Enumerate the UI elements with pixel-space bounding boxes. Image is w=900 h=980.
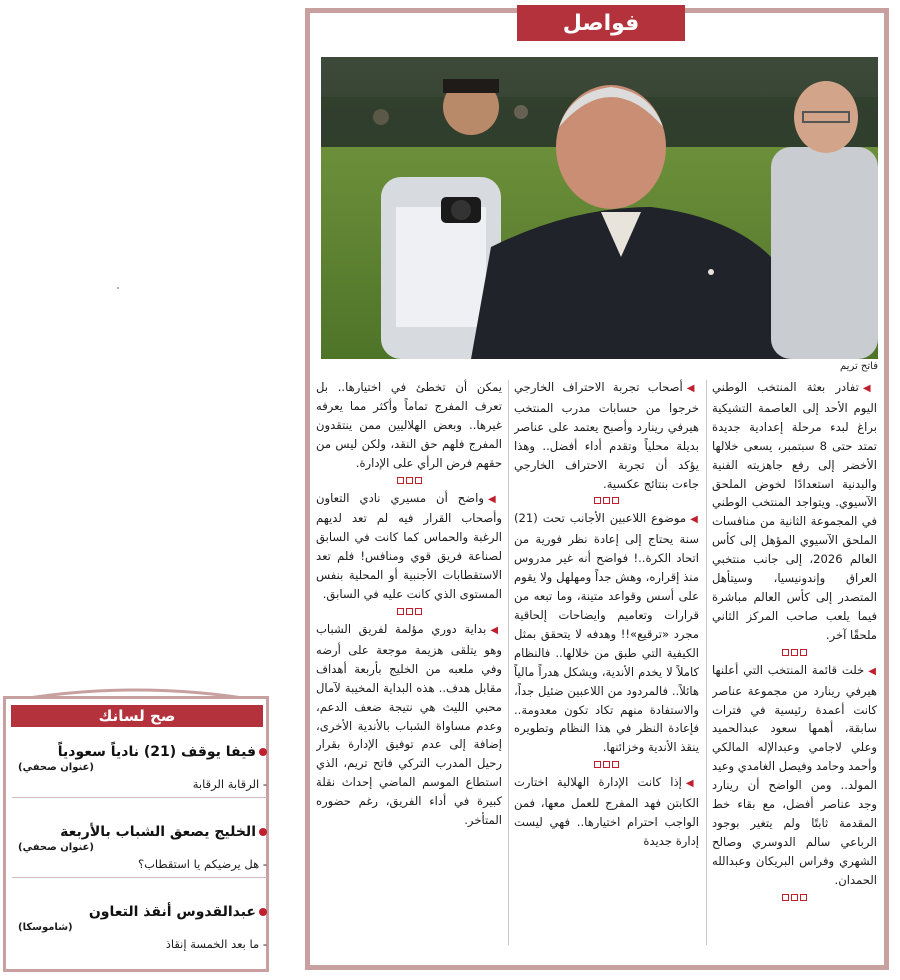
bullet-dot-icon [259,748,267,756]
sidebar-source: (عنوان صحفي) [18,762,94,773]
paragraph: ◀تفادر بعثة المنتخب الوطني اليوم الأحد إلى العاصمة التشيكية براغ لبدء مرحلة إعدادية جديدة تمتد حتى 8 سبتمبر، يسعى خلالها الأخضر إلى رفع جاهزيته الفنية والبدنية استعدادًا لخوض الملحق الآسيوي. ويتواجد المنتخب الوطني في المجموعة الثانية من منافسات الملحق الآسيوي المؤهل إلى كأس العالم 2026، إلى جانب منتخبي العراق وإندونيسيا، وسيتأهل المتصدر إلى كأس العالم مباشرة فيما يلعب صاحب المركز الثاني ملحقًا آخر. [712,380,877,642]
photo-caption: فاتح تريم [840,361,878,372]
column-divider [706,380,707,945]
sidebar-reply: - ما بعد الخمسة إنقاذ [165,937,267,951]
sidebar-title: صح لسانك [11,705,263,727]
triangle-icon: ◀ [686,383,699,394]
sidebar-reply: - الرقابة الرقابة [192,777,267,791]
triangle-icon: ◀ [868,665,877,677]
squares-separator-icon [712,649,877,656]
squares-separator-icon [514,497,699,504]
paragraph: ◀أصحاب تجربة الاحتراف الخارجي خرجوا من حسابات مدرب المنتخب هيرفي رينارد وأصبح يعتمد على عناصر بديلة محلياً وتقدم أداء أفضل.. وهذا يؤكد أن تجربة الاحتراف الخارجي جاءت بنتائج عكسية. [514,380,699,491]
article-column-3 [316,378,502,958]
column-divider [508,380,509,945]
photo-illustration [321,57,878,359]
sidebar-headline: الخليج يصعق الشباب بالأربعة [12,824,267,840]
squares-separator-icon [316,477,502,484]
triangle-icon: ◀ [487,493,502,505]
sidebar-headline: فيفا يوقف (21) نادياً سعودياً [12,744,267,760]
print-speck [117,287,119,289]
triangle-icon: ◀ [862,383,877,394]
section-title: فواصل [517,5,685,41]
sidebar-item [12,824,267,878]
triangle-icon: ◀ [690,514,699,526]
squares-separator-icon [514,761,699,768]
sidebar-source: (عنوان صحفي) [18,842,94,853]
sidebar-item [12,744,267,798]
paragraph: يمكن أن تخطئ في اختيارها.. بل تعرف المفرج تماماً وأكثر مما يعرفه غيرها.. وبعض الهلاليين ممن ينتقدون المفرج فلهم حق النقد، ولكن ليس من حقهم فرض الرأي على الإدارة. [316,380,502,470]
paragraph: ◀واضح أن مسيري نادي التعاون وأصحاب القرار فيه لم تعد لديهم الرغبة والحماس كما كانت في السابق لصناعة فريق قوي ومنافس! فلم تعد الاستقطابات الأجنبية أو المحلية بنفس المستوى الذي كانت عليه في السابق. [316,490,502,602]
article-column-1 [712,378,877,958]
triangle-icon: ◀ [685,778,699,790]
article-photo [321,57,878,359]
sidebar-item [12,904,267,951]
sidebar-headline: عبدالقدوس أنقذ التعاون [12,904,267,920]
divider [12,877,267,878]
sidebar-source: (شاموسكا) [18,922,73,933]
bullet-dot-icon [259,908,267,916]
paragraph: ◀إذا كانت الإدارة الهلالية اختارت الكابتن فهد المفرج للعمل معها، فمن الواجب احترام اختيارها.. فهي ليست إدارة جديدة [514,775,699,848]
sidebar-reply: - هل يرضيكم يا استقطاب؟ [137,857,267,871]
paragraph: ◀موضوع اللاعبين الأجانب تحت (21) سنة يحتاج إلى إعادة نظر فورية من اتحاد الكرة..! فواضح أنه غير مدروس منذ إقراره، وهش جداً ومهلهل ولا يقوم على أسس وقواعد متينة، وما تبعه من قرارات وتعاميم وايضاحات إلحاقية مجرد «ترقيع»!! وهدفه لا يتحقق بمثل الكيفية التي طبق من خلالها.. فالنظام كاملاً لا يخدم الأندية، ويشكل هدراً مالياً هائلاً.. فالمردود من اللاعبين ضئيل جداً، والاستفادة منهم تكاد تكون معدومة.. فإعادة النظر في هذا النظام وتطويره ينقذ الأندية وخزائنها. [514,511,699,755]
divider [12,797,267,798]
paragraph: ◀بداية دوري مؤلمة لفريق الشباب وهو يتلقى هزيمة موجعة على أرضه وفي ملعبه من الخليج بأربعة أهداف مقابل هدف.. هذه البداية المخيبة لآمال محبي الليث هي نتيجة ضعف الدعم، وعدم مساواة الشباب بالأندية الأخرى، إضافة إلى عدم توفيق الإدارة بقرار رحيل المدرب التركي فاتح تريم، الذي استطاع الموسم الماضي إحداث نقلة كبيرة في أداء الفريق، رغم حضوره المتأخر. [316,621,502,828]
triangle-icon: ◀ [490,624,502,636]
squares-separator-icon [712,894,877,901]
article-column-2 [514,378,699,958]
bullet-dot-icon [259,828,267,836]
paragraph: ◀خلت قائمة المنتخب التي أعلنها هيرفي رينارد من مجموعة عناصر كانت أعمدة رئيسية في فترات سابقة، أهمها سعود عبدالحميد وعلي لاجامي وعبدالإله المالكي وأحمد وحامد وفيصل الغامدي وعيد المولد.. ومن الواضح أن رينارد وجد عناصر أفضل، مع بقاء خط المقدمة ثابتًا ولم يتغير بوجود الرباعي سالم الدوسري وصالح الشهري وفراس البريكان وعبدالله الحمدان. [712,662,877,887]
squares-separator-icon [316,608,502,615]
